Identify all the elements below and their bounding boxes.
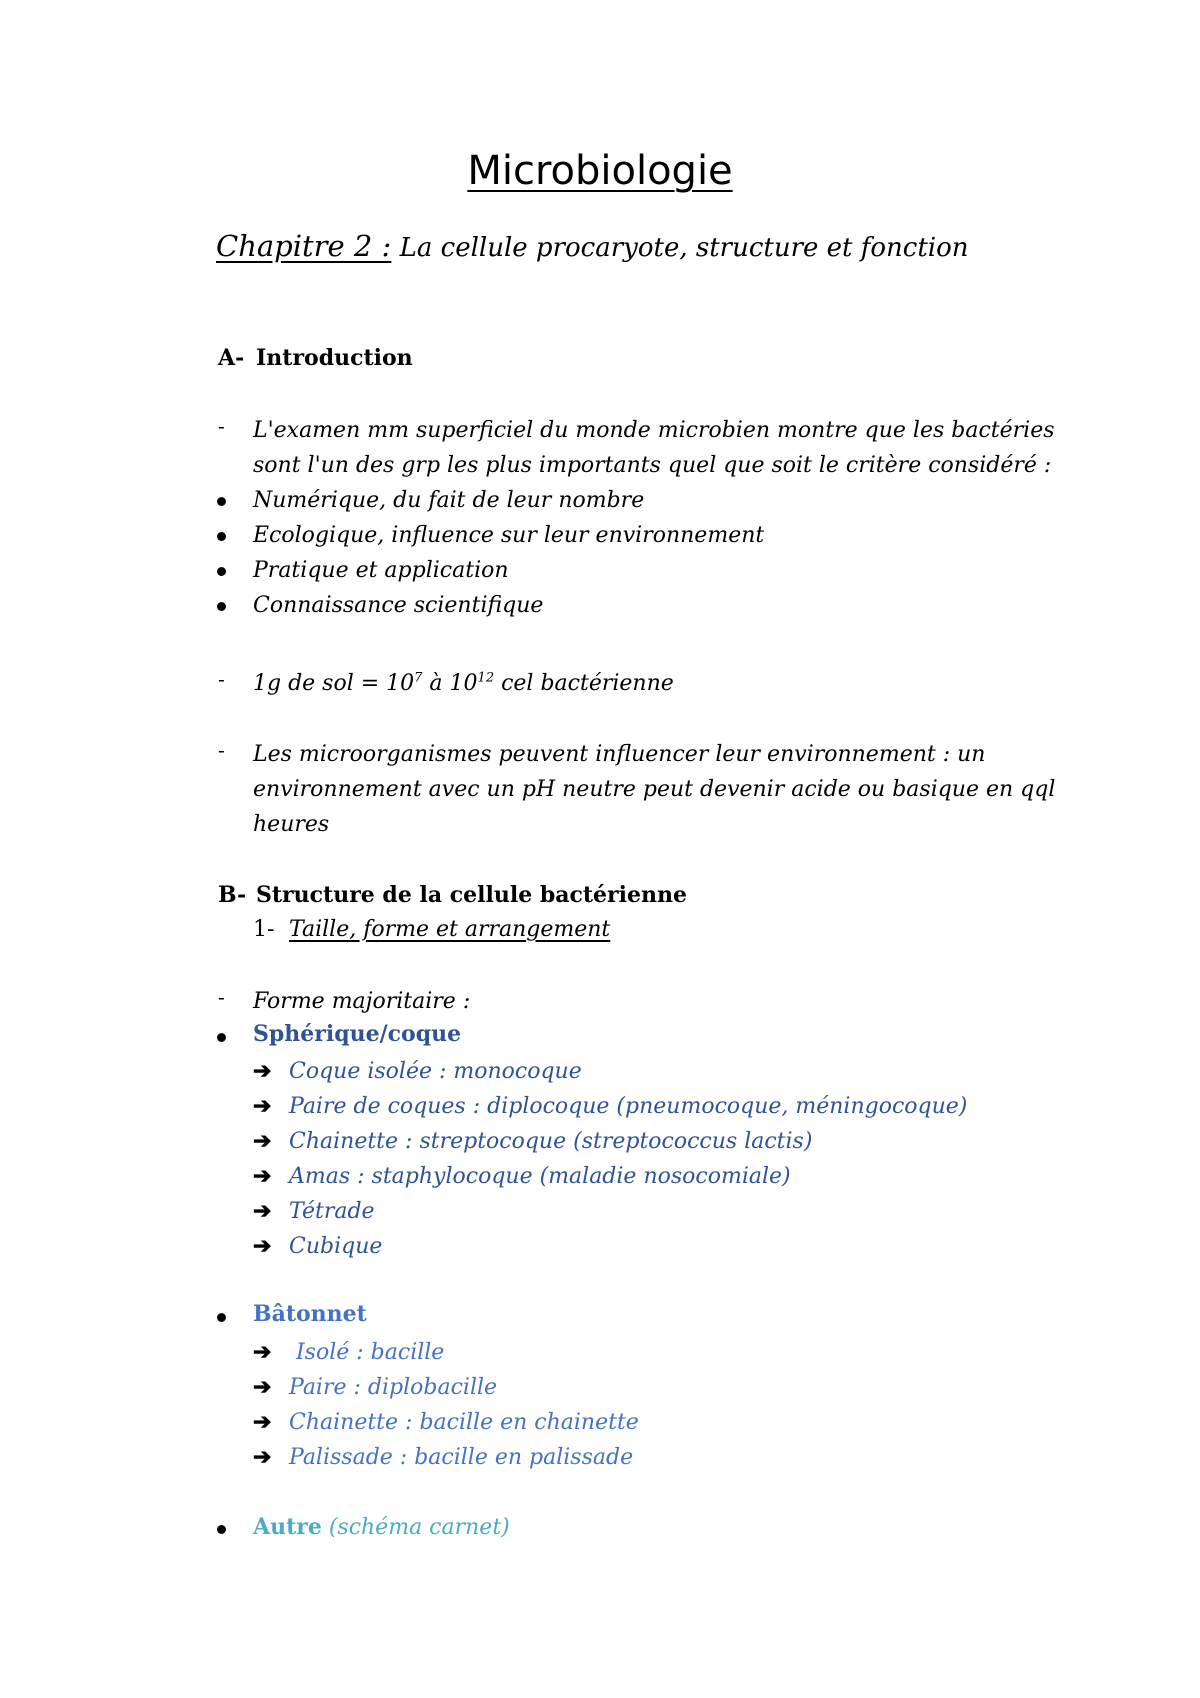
chapter-label: Chapitre 2 : xyxy=(216,229,392,263)
dash-marker: - xyxy=(218,985,225,1009)
batonnet-label: Bâtonnet xyxy=(253,1301,367,1327)
dash-marker: - xyxy=(218,667,225,691)
dash-marker: - xyxy=(218,414,225,438)
autre-note: (schéma carnet) xyxy=(321,1515,510,1540)
bullet-icon xyxy=(217,497,226,506)
list-item: ➔ Chainette : streptocoque (streptococcus lactis) xyxy=(253,1124,812,1159)
list-item: ➔ Isolé : bacille xyxy=(253,1335,444,1370)
section-b-letter: B- xyxy=(218,882,247,908)
list-item: ➔ Coque isolée : monocoque xyxy=(253,1054,582,1089)
soil-count-line: 1g de sol = $10^7$ à $10^{12}$ cel bactérienne xyxy=(253,670,674,696)
arrow-right-icon: ➔ xyxy=(253,1374,272,1400)
arrow-right-icon: ➔ xyxy=(253,1058,272,1084)
arrow-right-icon: ➔ xyxy=(253,1093,272,1119)
environment-paragraph-line: environnement avec un pH neutre peut devenir acide ou basique en qql xyxy=(253,777,1056,802)
arrow-right-icon: ➔ xyxy=(253,1444,272,1470)
arrow-right-icon: ➔ xyxy=(253,1409,272,1435)
list-item: Pratique et application xyxy=(253,558,509,583)
forme-label: Forme majoritaire : xyxy=(253,989,471,1014)
environment-paragraph-line: heures xyxy=(253,812,330,837)
list-item: ➔ Palissade : bacille en palissade xyxy=(253,1440,633,1475)
section-b-title: Structure de la cellule bactérienne xyxy=(256,882,687,908)
document-title: Microbiologie xyxy=(467,148,733,194)
list-item: ➔ Cubique xyxy=(253,1229,382,1264)
environment-paragraph-line: Les microorganismes peuvent influencer leur environnement : un xyxy=(253,742,986,767)
arrow-right-icon: ➔ xyxy=(253,1198,272,1224)
intro-paragraph-line: sont l'un des grp les plus importants quel que soit le critère considéré : xyxy=(253,453,1052,478)
arrow-right-icon: ➔ xyxy=(253,1163,272,1189)
section-a-heading xyxy=(218,342,413,374)
list-item: Ecologique, influence sur leur environnement xyxy=(253,523,765,548)
subsection-heading xyxy=(253,912,610,947)
arrow-right-icon: ➔ xyxy=(253,1233,272,1259)
subsection-number: 1- xyxy=(253,917,275,942)
arrow-right-icon: ➔ xyxy=(253,1128,272,1154)
intro-paragraph-line: L'examen mm superficiel du monde microbien montre que les bactéries xyxy=(253,418,1055,443)
list-item: ➔ Amas : staphylocoque (maladie nosocomiale) xyxy=(253,1159,791,1194)
dash-marker: - xyxy=(218,738,225,762)
list-item: ➔ Paire de coques : diplocoque (pneumocoque, méningocoque) xyxy=(253,1089,967,1124)
autre-line xyxy=(253,1510,510,1545)
section-a-letter: A- xyxy=(218,345,245,371)
subsection-title: Taille, forme et arrangement xyxy=(289,917,611,942)
bullet-icon xyxy=(217,1313,226,1322)
list-item: ➔ Tétrade xyxy=(253,1194,375,1229)
bullet-icon xyxy=(217,532,226,541)
list-item: Connaissance scientifique xyxy=(253,593,544,618)
bullet-icon xyxy=(217,1033,226,1042)
list-item: ➔ Chainette : bacille en chainette xyxy=(253,1405,639,1440)
bullet-icon xyxy=(217,602,226,611)
autre-label: Autre xyxy=(253,1514,322,1540)
spherique-label: Sphérique/coque xyxy=(253,1021,462,1047)
arrow-right-icon: ➔ xyxy=(253,1339,272,1365)
bullet-icon xyxy=(217,1525,226,1534)
section-b-heading xyxy=(218,879,687,911)
bullet-icon xyxy=(217,567,226,576)
chapter-text: La cellule procaryote, structure et fonction xyxy=(399,233,969,263)
section-a-title: Introduction xyxy=(256,345,413,371)
list-item: Numérique, du fait de leur nombre xyxy=(253,488,645,513)
list-item: ➔ Paire : diplobacille xyxy=(253,1370,497,1405)
chapter-heading xyxy=(216,228,969,266)
